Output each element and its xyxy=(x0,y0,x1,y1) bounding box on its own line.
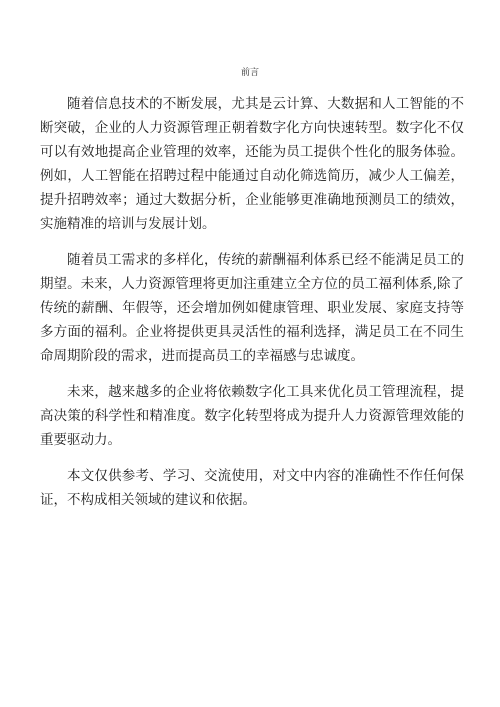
paragraph-1: 随着信息技术的不断发展，尤其是云计算、大数据和人工智能的不断突破，企业的人力资源管理正朝着数字化方向快速转型。数字化不仅可以有效地提高企业管理的效率，还能为员工提供个性化的服务体验。例如，人工智能在招聘过程中能通过自动化筛选简历，减少人工偏差，提升招聘效率；通过大数据分析，企业能够更准确地预测员工的绩效，实施精准的培训与发展计划。 xyxy=(40,96,464,232)
paragraph-4: 本文仅供参考、学习、交流使用，对文中内容的准确性不作任何保证，不构成相关领域的建议和依据。 xyxy=(40,468,464,508)
paragraph-3: 未来，越来越多的企业将依赖数字化工具来优化员工管理流程，提高决策的科学性和精准度。数字化转型将成为提升人力资源管理效能的重要驱动力。 xyxy=(40,384,464,448)
paragraph-2: 随着员工需求的多样化，传统的薪酬福利体系已经不能满足员工的期望。未来，人力资源管理将更加注重建立全方位的员工福利体系,除了传统的薪酬、年假等，还会增加例如健康管理、职业发展、家庭支持等多方面的福利。企业将提供更具灵活性的福利选择，满足员工在不同生命周期阶段的需求，进而提高员工的幸福感与忠诚度。 xyxy=(40,252,464,364)
page-heading: 前言 xyxy=(240,68,259,78)
document-body xyxy=(40,92,464,524)
